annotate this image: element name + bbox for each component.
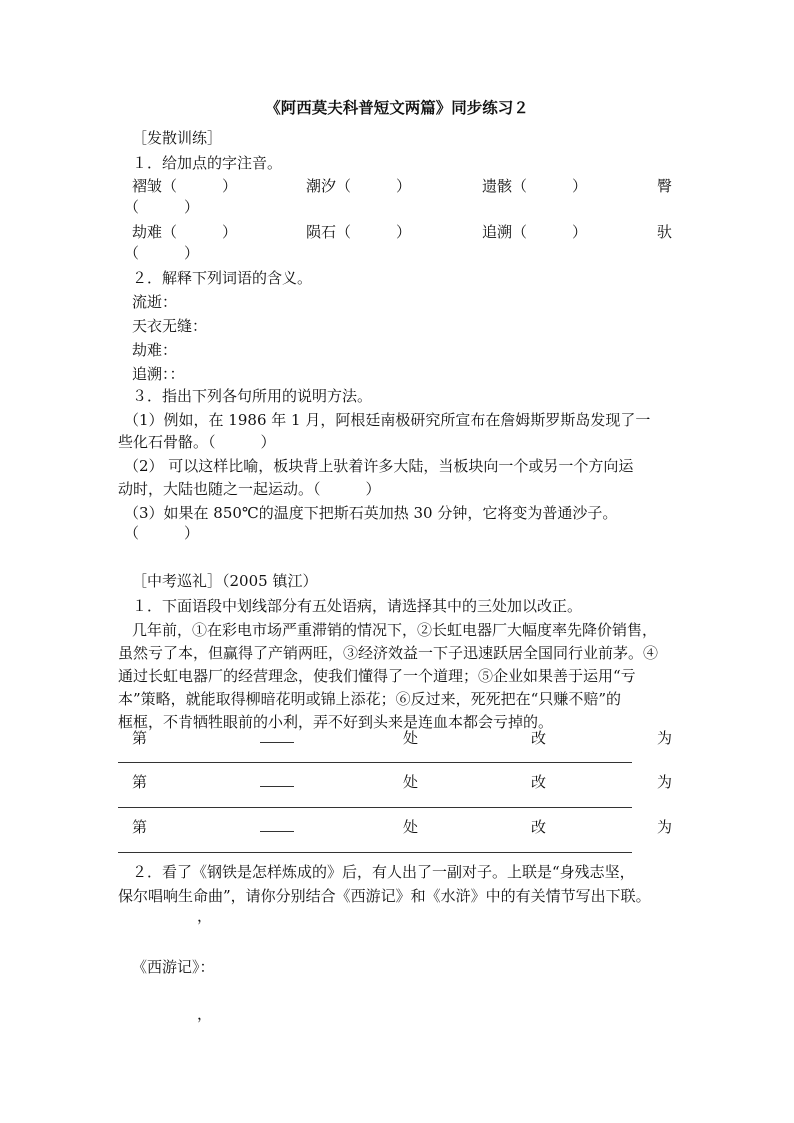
answer-comma-1: ， — [197, 907, 213, 925]
term-2: 天衣无缝： — [132, 317, 208, 335]
section-header-exam: ［中考巡礼］（2005 镇江） — [132, 572, 318, 590]
answer-comma-2: ， — [197, 1005, 213, 1023]
pinyin-item-8: 驮 — [657, 223, 673, 241]
sentence-3-line-2: （ ） — [124, 524, 200, 542]
section-header-practice: ［发散训练］ — [132, 129, 223, 147]
fill-row-1-wei: 为 — [657, 729, 673, 747]
pinyin-item-5: 劫难（ ） — [132, 223, 238, 241]
fill-row-3-number-blank[interactable] — [260, 817, 294, 837]
exam-question-2-line-1: ２．看了《钢铁是怎样炼成的》后，有人出了一副对子。上联是“身残志坚， — [132, 863, 635, 881]
pinyin-item-4: 臀 — [657, 177, 673, 195]
fill-row-1-gai: 改 — [531, 729, 547, 747]
passage-line-5: 框框，不肯牺牲眼前的小利，弄不好到头来是连血本都会亏掉的。 — [118, 713, 554, 731]
fill-row-1-di: 第 — [132, 729, 148, 747]
fill-row-2-wei: 为 — [657, 773, 673, 791]
fill-row-2-gai: 改 — [531, 773, 547, 791]
passage-line-2: 虽然亏了本，但赢得了产销两旺，③经济效益一下子迅速跃居全国同行业前茅。④ — [118, 644, 659, 662]
exam-question-1-prompt: １．下面语段中划线部分有五处语病，请选择其中的三处加以改正。 — [132, 597, 583, 615]
sentence-2-line-2: 动时，大陆也随之一起运动。（ ） — [118, 480, 381, 498]
fill-row-2-chu: 处 — [403, 773, 419, 791]
fill-row-2-number-blank[interactable] — [260, 772, 294, 792]
sentence-1-line-2: 些化石骨骼。（ ） — [118, 433, 276, 451]
page-title: 《阿西莫夫科普短文两篇》同步练习２ — [265, 98, 529, 117]
pinyin-item-7: 追溯（ ） — [482, 223, 588, 241]
passage-line-3: 通过长虹电器厂的经营理念，使我们懂得了一个道理；⑤企业如果善于运用“亏 — [118, 667, 636, 685]
xiyouji-label: 《西游记》： — [132, 958, 215, 976]
fill-row-2-di: 第 — [132, 773, 148, 791]
pinyin-item-1: 褶皱（ ） — [132, 177, 238, 195]
fill-row-3-wei: 为 — [657, 818, 673, 836]
term-3: 劫难： — [132, 341, 178, 359]
question-3-prompt: ３．指出下列各句所用的说明方法。 — [132, 387, 373, 405]
question-2-prompt: ２．解释下列词语的含义。 — [132, 269, 313, 287]
pinyin-item-3: 遗骸（ ） — [482, 177, 588, 195]
sentence-3-line-1: （3）如果在 850℃的温度下把斯石英加热 30 分钟，它将变为普通沙子。 — [124, 504, 618, 522]
fill-row-2-answer-line[interactable] — [118, 807, 632, 808]
question-1-prompt: １．给加点的字注音。 — [132, 154, 283, 172]
fill-row-1-number-blank[interactable] — [260, 728, 294, 748]
passage-line-1: 几年前，①在彩电市场严重滞销的情况下，②长虹电器厂大幅度率先降价销售， — [132, 621, 658, 639]
fill-row-3-chu: 处 — [403, 818, 419, 836]
pinyin-item-8-blank: （ ） — [124, 244, 200, 262]
term-4: 追溯：： — [132, 365, 185, 383]
pinyin-item-6: 陨石（ ） — [306, 223, 412, 241]
fill-row-1-chu: 处 — [403, 729, 419, 747]
sentence-2-line-1: （2） 可以这样比喻，板块背上驮着许多大陆，当板块向一个或另一个方向运 — [124, 457, 634, 475]
passage-line-4: 本”策略，就能取得柳暗花明或锦上添花；⑥反过来，死死把在“只赚不赔”的 — [118, 690, 622, 708]
pinyin-item-4-blank: （ ） — [124, 198, 200, 216]
exam-question-2-line-2: 保尔唱响生命曲”，请你分别结合《西游记》和《水浒》中的有关情节写出下联。 — [118, 887, 651, 905]
pinyin-item-2: 潮汐（ ） — [306, 177, 412, 195]
fill-row-3-di: 第 — [132, 818, 148, 836]
term-1: 流逝： — [132, 293, 178, 311]
fill-row-3-answer-line[interactable] — [118, 852, 632, 853]
fill-row-3-gai: 改 — [531, 818, 547, 836]
fill-row-1-answer-line[interactable] — [118, 762, 632, 763]
sentence-1-line-1: （1）例如，在 1986 年 1 月，阿根廷南极研究所宣布在詹姆斯罗斯岛发现了一 — [124, 411, 651, 429]
